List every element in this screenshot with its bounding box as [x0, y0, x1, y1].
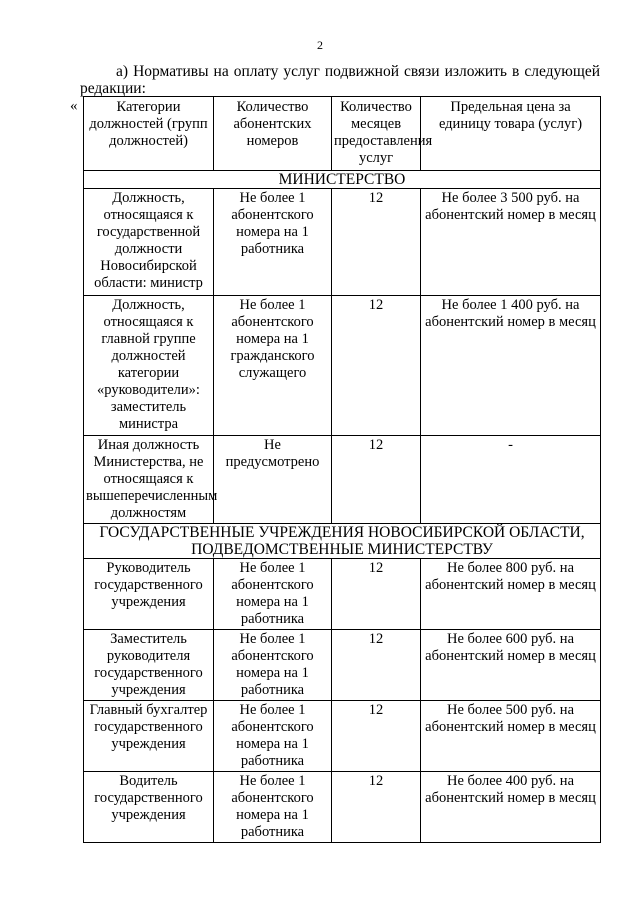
cell-number-count: Не более 1 абонентского номера на 1 работника — [214, 701, 332, 772]
cell-max-price: Не более 3 500 руб. на абонентский номер в месяц — [421, 189, 601, 296]
table-header-row — [84, 97, 601, 171]
intro-paragraph: а) Нормативы на оплату услуг подвижной связи изложить в следующей редакции: — [80, 63, 600, 97]
cell-months: 12 — [332, 189, 421, 296]
table-row — [84, 189, 601, 296]
table-row — [84, 630, 601, 701]
cell-number-count: Не более 1 абонентского номера на 1 работника — [214, 189, 332, 296]
cell-months: 12 — [332, 296, 421, 436]
cell-months: 12 — [332, 630, 421, 701]
cell-position: Должность, относящаяся к государственной должности Новосибирской области: министр — [84, 189, 214, 296]
cell-max-price: Не более 500 руб. на абонентский номер в месяц — [421, 701, 601, 772]
header-months: Количество месяцев предоставления услуг — [332, 97, 421, 171]
cell-number-count: Не более 1 абонентского номера на 1 работника — [214, 772, 332, 843]
cell-max-price: Не более 600 руб. на абонентский номер в месяц — [421, 630, 601, 701]
cell-number-count: Не более 1 абонентского номера на 1 гражданского служащего — [214, 296, 332, 436]
cell-max-price: Не более 400 руб. на абонентский номер в месяц — [421, 772, 601, 843]
page-number: 2 — [317, 38, 323, 52]
table-row — [84, 701, 601, 772]
table-row — [84, 296, 601, 436]
cell-months: 12 — [332, 436, 421, 524]
header-positions: Категории должностей (групп должностей) — [84, 97, 214, 171]
cell-max-price: Не более 800 руб. на абонентский номер в месяц — [421, 559, 601, 630]
cell-max-price: Не более 1 400 руб. на абонентский номер в месяц — [421, 296, 601, 436]
section-row — [84, 524, 601, 559]
cell-max-price: - — [421, 436, 601, 524]
header-number-count: Количество абонентских номеров — [214, 97, 332, 171]
section-row — [84, 171, 601, 189]
cell-position: Заместитель руководителя государственного учреждения — [84, 630, 214, 701]
table-row — [84, 772, 601, 843]
cell-number-count: Не более 1 абонентского номера на 1 работника — [214, 559, 332, 630]
cell-position: Руководитель государственного учреждения — [84, 559, 214, 630]
section-title-ministry: МИНИСТЕРСТВО — [84, 171, 601, 189]
cell-position: Иная должность Министерства, не относящаяся к вышеперечисленным должностям — [84, 436, 214, 524]
table-row — [84, 436, 601, 524]
cell-months: 12 — [332, 559, 421, 630]
cell-number-count: Не более 1 абонентского номера на 1 работника — [214, 630, 332, 701]
cell-position: Водитель государственного учреждения — [84, 772, 214, 843]
opening-quote-mark: « — [70, 98, 78, 114]
cell-position: Главный бухгалтер государственного учреждения — [84, 701, 214, 772]
mobile-service-norms-table — [83, 96, 601, 843]
section-title-institutions: ГОСУДАРСТВЕННЫЕ УЧРЕЖДЕНИЯ НОВОСИБИРСКОЙ ОБЛАСТИ, ПОДВЕДОМСТВЕННЫЕ МИНИСТЕРСТВУ — [84, 524, 601, 559]
header-max-price: Предельная цена за единицу товара (услуг) — [421, 97, 601, 171]
cell-position: Должность, относящаяся к главной группе должностей категории «руководители»: заместитель министра — [84, 296, 214, 436]
cell-number-count: Не предусмотрено — [214, 436, 332, 524]
cell-months: 12 — [332, 701, 421, 772]
table-row — [84, 559, 601, 630]
cell-months: 12 — [332, 772, 421, 843]
